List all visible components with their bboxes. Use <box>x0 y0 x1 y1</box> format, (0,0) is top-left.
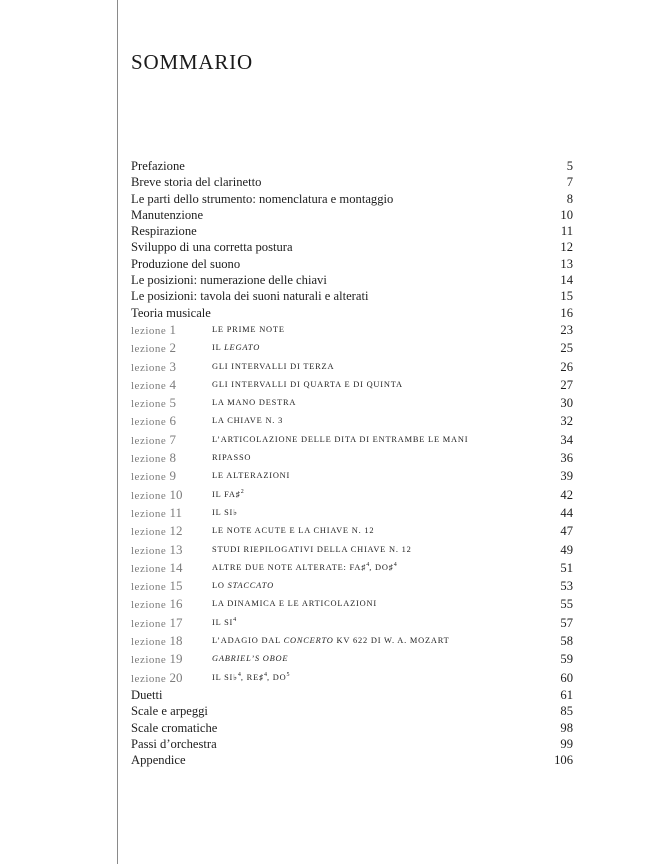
toc-entry-label: Teoria musicale <box>131 305 211 320</box>
lesson-title-part: LA DINAMICA E LE ARTICOLAZIONI <box>212 599 377 609</box>
lesson-entry <box>131 339 573 357</box>
lesson-title <box>212 339 260 357</box>
lesson-title-part: IL SI <box>212 617 234 627</box>
lesson-title-part: IL FA♯ <box>212 489 241 499</box>
lesson-title <box>212 632 450 650</box>
lesson-label <box>131 577 183 596</box>
toc-entry-page: 16 <box>560 305 573 320</box>
lesson-entry <box>131 559 573 577</box>
toc-entry <box>131 174 573 190</box>
toc-entry <box>131 272 573 288</box>
lesson-label <box>131 559 183 578</box>
lesson-title-part: LE NOTE ACUTE E LA CHIAVE N. 12 <box>212 526 375 536</box>
toc-entry <box>131 305 573 321</box>
lesson-number: 15 <box>169 578 183 594</box>
lesson-number: 14 <box>169 559 183 575</box>
toc-entry-label: Breve storia del clarinetto <box>131 175 262 190</box>
toc-entry-page: 5 <box>566 159 573 173</box>
lesson-word: lezione <box>131 453 167 466</box>
lesson-entry <box>131 632 573 650</box>
toc-entry <box>131 256 573 272</box>
toc-entry-label: Produzione del suono <box>131 256 241 271</box>
toc-entry-label: Sviluppo di una corretta postura <box>131 240 293 255</box>
lesson-title-part: , DO♯ <box>369 562 394 572</box>
lesson-word: lezione <box>131 324 167 337</box>
lesson-page: 25 <box>560 341 573 356</box>
lesson-word: lezione <box>131 654 167 667</box>
lesson-title <box>212 595 377 613</box>
lesson-page: 51 <box>560 560 573 575</box>
lesson-page: 34 <box>560 432 573 447</box>
lesson-word: lezione <box>131 343 167 356</box>
lesson-number: 2 <box>169 340 177 356</box>
lesson-word: lezione <box>131 434 167 447</box>
lesson-entry <box>131 412 573 430</box>
toc-entry <box>131 158 573 174</box>
lesson-number: 19 <box>169 651 183 667</box>
lesson-title-part: LA MANO DESTRA <box>212 398 297 408</box>
lesson-label <box>131 632 183 651</box>
toc-entry-page: 14 <box>560 273 573 288</box>
lesson-entry <box>131 541 573 559</box>
toc-entry <box>131 703 573 719</box>
lesson-word: lezione <box>131 526 167 539</box>
toc-entry <box>131 687 573 703</box>
lesson-number: 6 <box>169 413 177 429</box>
page-title: SOMMARIO <box>131 50 253 74</box>
lesson-title-part: LE PRIME NOTE <box>212 324 285 334</box>
toc-entry-page: 98 <box>560 720 573 735</box>
lesson-word: lezione <box>131 489 167 502</box>
lesson-entry <box>131 577 573 595</box>
lesson-page: 39 <box>560 469 573 484</box>
lesson-entry <box>131 467 573 485</box>
lesson-title-part: , DO <box>266 672 287 682</box>
toc-entry-label: Scale cromatiche <box>131 720 218 735</box>
toc-entry-page: 85 <box>560 704 573 719</box>
lesson-title-part: 4 <box>263 671 267 678</box>
lesson-label <box>131 321 176 340</box>
lesson-title-part: LA CHIAVE N. 3 <box>212 416 284 426</box>
lesson-title <box>212 486 244 504</box>
toc-entry-label: Prefazione <box>131 159 185 173</box>
toc-entry-label: Duetti <box>131 687 163 702</box>
toc-entry <box>131 223 573 239</box>
lesson-word: lezione <box>131 471 167 484</box>
lesson-title-part: 4 <box>366 561 370 568</box>
lesson-title-part: KV 622 DI W. A. MOZART <box>333 636 450 646</box>
lesson-entry <box>131 650 573 668</box>
lesson-title-part: GLI INTERVALLI DI TERZA <box>212 361 335 371</box>
lesson-entry <box>131 449 573 467</box>
lesson-title <box>212 559 397 577</box>
lesson-label <box>131 614 183 633</box>
table-of-contents <box>131 158 573 768</box>
lesson-label <box>131 595 183 614</box>
lesson-number: 10 <box>169 486 183 502</box>
margin-rule <box>117 0 118 864</box>
lesson-entry <box>131 486 573 504</box>
lesson-word: lezione <box>131 636 167 649</box>
lesson-title-part: IL SI♭ <box>212 507 238 517</box>
lesson-title-part: 5 <box>286 671 290 678</box>
lesson-title <box>212 449 251 467</box>
toc-entry <box>131 736 573 752</box>
toc-entry-page: 11 <box>560 224 573 239</box>
lesson-number: 17 <box>169 614 183 630</box>
lesson-label <box>131 412 176 431</box>
lesson-title-part: GLI INTERVALLI DI QUARTA E DI QUINTA <box>212 379 403 389</box>
toc-entry-page: 106 <box>554 753 573 768</box>
toc-entry <box>131 239 573 255</box>
toc-entry <box>131 288 573 304</box>
lesson-page: 57 <box>560 615 573 630</box>
lesson-page: 26 <box>560 359 573 374</box>
lesson-number: 8 <box>169 450 177 466</box>
lesson-entry <box>131 504 573 522</box>
lesson-title <box>212 376 403 394</box>
lesson-title <box>212 431 468 449</box>
lesson-entry <box>131 669 573 687</box>
lesson-label <box>131 394 176 413</box>
lesson-page: 53 <box>560 579 573 594</box>
toc-entry-label: Passi d’orchestra <box>131 736 217 751</box>
lesson-label <box>131 541 183 560</box>
lesson-word: lezione <box>131 416 167 429</box>
lesson-title-part: STACCATO <box>227 581 274 591</box>
lesson-title-part: , RE♯ <box>240 672 264 682</box>
lesson-title <box>212 541 412 559</box>
lesson-title <box>212 504 238 522</box>
lesson-title <box>212 394 296 412</box>
toc-entry <box>131 752 573 768</box>
lesson-word: lezione <box>131 581 167 594</box>
lesson-entry <box>131 376 573 394</box>
lesson-title-part: LO <box>212 581 228 591</box>
lesson-label <box>131 376 176 395</box>
lesson-page: 60 <box>560 670 573 685</box>
lesson-number: 12 <box>169 523 183 539</box>
lesson-page: 27 <box>560 377 573 392</box>
toc-entry-label: Le posizioni: tavola dei suoni naturali e alterati <box>131 289 369 304</box>
toc-entry-page: 12 <box>560 240 573 255</box>
toc-entry-page: 15 <box>560 289 573 304</box>
lesson-title-part: L’ARTICOLAZIONE DELLE DITA DI ENTRAMBE LE MANI <box>212 434 469 444</box>
lesson-page: 44 <box>560 505 573 520</box>
lesson-title <box>212 522 374 540</box>
lesson-page: 23 <box>560 322 573 337</box>
lesson-number: 13 <box>169 541 183 557</box>
lesson-word: lezione <box>131 562 167 575</box>
lesson-number: 4 <box>169 376 177 392</box>
toc-entry-label: Le parti dello strumento: nomenclatura e montaggio <box>131 191 394 206</box>
lesson-title-part: RIPASSO <box>212 453 252 463</box>
lesson-label <box>131 339 176 358</box>
lesson-title-part: 4 <box>233 616 237 623</box>
lesson-title-part: 4 <box>393 561 397 568</box>
lesson-title-part: L’ADAGIO DAL <box>212 636 284 646</box>
lesson-page: 42 <box>560 487 573 502</box>
lesson-entry <box>131 321 573 339</box>
lesson-page: 58 <box>560 634 573 649</box>
lesson-entry <box>131 358 573 376</box>
lesson-title <box>212 577 274 595</box>
lesson-number: 16 <box>169 596 183 612</box>
lesson-page: 47 <box>560 524 573 539</box>
toc-entry <box>131 720 573 736</box>
lesson-word: lezione <box>131 507 167 520</box>
lesson-word: lezione <box>131 544 167 557</box>
toc-entry <box>131 191 573 207</box>
lesson-label <box>131 504 182 523</box>
lesson-title <box>212 614 236 632</box>
toc-entry <box>131 207 573 223</box>
lesson-title-part: IL <box>212 343 225 353</box>
lesson-label <box>131 358 176 377</box>
toc-entry-page: 10 <box>560 207 573 222</box>
lesson-label <box>131 486 183 505</box>
toc-entry-page: 13 <box>560 256 573 271</box>
lesson-number: 1 <box>169 321 177 337</box>
lesson-label <box>131 650 183 669</box>
lesson-entry <box>131 614 573 632</box>
lesson-title <box>212 467 290 485</box>
lesson-word: lezione <box>131 398 167 411</box>
lesson-title <box>212 650 288 668</box>
lesson-title-part: LE ALTERAZIONI <box>212 471 291 481</box>
lesson-number: 3 <box>169 358 177 374</box>
toc-entry-label: Appendice <box>131 753 186 768</box>
lesson-label <box>131 449 176 468</box>
lesson-number: 5 <box>169 395 177 411</box>
lesson-number: 7 <box>169 431 177 447</box>
lesson-title-part: ALTRE DUE NOTE ALTERATE: FA♯ <box>212 562 367 572</box>
toc-entry-label: Respirazione <box>131 224 197 239</box>
lesson-page: 59 <box>560 652 573 667</box>
lesson-entry <box>131 595 573 613</box>
toc-entry-label: Scale e arpeggi <box>131 704 208 719</box>
lesson-number: 11 <box>169 504 183 520</box>
lesson-title-part: LEGATO <box>224 343 261 353</box>
lesson-word: lezione <box>131 379 167 392</box>
lesson-word: lezione <box>131 672 167 685</box>
toc-entry-page: 7 <box>566 175 573 190</box>
lesson-title-part: GABRIEL’S OBOE <box>212 654 289 664</box>
toc-entry-label: Le posizioni: numerazione delle chiavi <box>131 273 327 288</box>
toc-entry-label: Manutenzione <box>131 207 204 222</box>
lesson-page: 49 <box>560 542 573 557</box>
lesson-entry <box>131 522 573 540</box>
lesson-title <box>212 669 289 687</box>
toc-entry-page: 61 <box>560 687 573 702</box>
lesson-entry <box>131 394 573 412</box>
lesson-number: 20 <box>169 669 183 685</box>
lesson-title-part: CONCERTO <box>283 636 334 646</box>
lesson-label <box>131 467 176 486</box>
toc-entry-page: 8 <box>566 191 573 206</box>
lesson-page: 30 <box>560 396 573 411</box>
lesson-label <box>131 431 176 450</box>
lesson-word: lezione <box>131 599 167 612</box>
lesson-title-part: 4 <box>237 671 241 678</box>
lesson-title-part: STUDI RIEPILOGATIVI DELLA CHIAVE N. 12 <box>212 544 412 554</box>
lesson-title <box>212 412 283 430</box>
lesson-label <box>131 522 183 541</box>
lesson-number: 18 <box>169 633 183 649</box>
lesson-entry <box>131 431 573 449</box>
toc-entry-page: 99 <box>560 736 573 751</box>
lesson-word: lezione <box>131 617 167 630</box>
lesson-title-part: IL SI♭ <box>212 672 238 682</box>
lesson-page: 55 <box>560 597 573 612</box>
lesson-page: 32 <box>560 414 573 429</box>
lesson-word: lezione <box>131 361 167 374</box>
lesson-label <box>131 669 183 688</box>
lesson-number: 9 <box>169 468 177 484</box>
lesson-title <box>212 321 285 339</box>
lesson-title <box>212 358 334 376</box>
lesson-title-part: 2 <box>240 488 244 495</box>
lesson-page: 36 <box>560 451 573 466</box>
